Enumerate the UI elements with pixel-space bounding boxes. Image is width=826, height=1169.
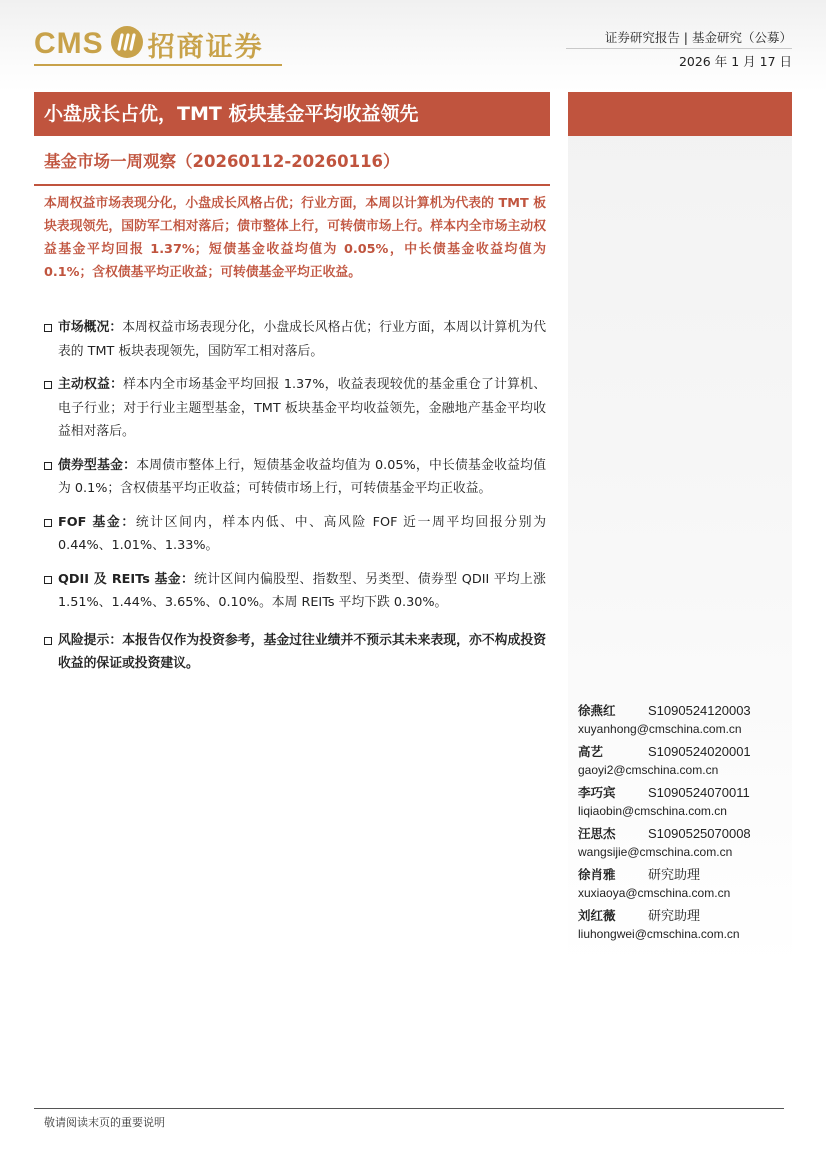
bullet-bond-funds [44,454,546,501]
author-email[interactable]: xuyanhong@cmschina.com.cn [578,722,742,736]
logo-underline [34,64,282,66]
report-title: 小盘成长占优，TMT 板块基金平均收益领先 [34,92,550,136]
bullet-qdii-reits [44,568,546,615]
bullet-text: 样本内全市场基金平均回报 1.37%，收益表现较优的基金重仓了计算机、电子行业；对于行业主题型基金，TMT 板块基金平均收益领先，金融地产基金平均收益相对落后。 [58,377,546,439]
author-list [578,700,788,946]
author-name: 高艺 [578,744,604,759]
author-name: 李巧宾 [578,785,616,800]
report-subtitle: 基金市场一周观察（20260112-20260116） [44,152,400,171]
bullet-market-overview [44,316,546,363]
author-entry [578,864,788,903]
author-entry [578,905,788,944]
company-logo [34,22,264,66]
footer-divider [34,1108,784,1109]
author-email[interactable]: liuhongwei@cmschina.com.cn [578,927,740,941]
risk-text: 本报告仅作为投资参考，基金过往业绩并不预示其未来表现，亦不构成投资收益的保证或投资建议。 [58,632,547,671]
author-license: S1090525070008 [648,826,751,841]
author-entry [578,741,788,780]
author-license: S1090524020001 [648,744,751,759]
author-name: 汪思杰 [578,826,616,841]
author-name: 徐肖雅 [578,867,616,882]
checkbox-square-icon [44,462,52,470]
report-date: 2026 年 1 月 17 日 [678,54,792,69]
bullet-risk-warning [44,629,546,676]
checkbox-square-icon [44,324,52,332]
checkbox-square-icon [44,576,52,584]
bullet-text: 统计区间内偏股型、指数型、另类型、债券型 QDII 平均上涨 1.51%、1.44%、3.65%、0.10%。本周 REITs 平均下跌 0.30%。 [58,571,546,610]
bullet-label: 债券型基金： [58,457,137,473]
author-role: 研究助理 [648,908,701,923]
bullet-label: 市场概况： [58,320,123,335]
author-entry [578,823,788,862]
key-points [44,316,546,686]
bullet-fof-funds [44,511,546,558]
footer-note: 敬请阅读末页的重要说明 [44,1116,165,1129]
risk-label: 风险提示： [58,632,123,648]
author-name: 徐燕红 [578,703,616,718]
author-entry [578,700,788,739]
checkbox-square-icon [44,637,52,645]
logo-chinese: 招商证券 [147,31,264,63]
logo-latin: CMS [34,27,104,60]
bullet-label: QDII 及 REITs 基金： [58,571,195,587]
author-name: 刘红薇 [578,908,616,923]
author-license: S1090524070011 [648,785,750,800]
bullet-label: 主动权益： [58,377,124,392]
author-email[interactable]: wangsijie@cmschina.com.cn [578,845,733,859]
author-email[interactable]: liqiaobin@cmschina.com.cn [578,804,727,818]
author-license: S1090524120003 [648,703,751,718]
report-type: 证券研究报告 | 基金研究（公募） [604,30,792,45]
bullet-text: 本周权益市场表现分化，小盘成长风格占优；行业方面，本周以计算机为代表的 TMT 板块表现领先，国防军工相对落后。 [58,320,547,359]
author-entry [578,782,788,821]
sidebar-header-bar [568,92,792,136]
bullet-label: FOF 基金： [58,514,136,530]
checkbox-square-icon [44,519,52,527]
author-email[interactable]: gaoyi2@cmschina.com.cn [578,763,719,777]
author-email[interactable]: xuxiaoya@cmschina.com.cn [578,886,731,900]
bullet-text: 统计区间内，样本内低、中、高风险 FOF 近一周平均回报分别为 0.44%、1.01%、1.33%。 [58,514,546,553]
summary-paragraph: 本周权益市场表现分化，小盘成长风格占优；行业方面，本周以计算机为代表的 TMT 板块表现领先，国防军工相对落后；债市整体上行，可转债市场上行。样本内全市场主动权益基金平均回报 1.37%；短债基金收益均值为 0.05%，中长债基金收益均值为 0.1%；含权债基平均正收益；可转债基金平均正收益。 [44,196,546,280]
author-role: 研究助理 [648,867,701,882]
subtitle-divider [34,184,550,186]
checkbox-square-icon [44,381,52,389]
header-meta [605,26,792,74]
bullet-text: 本周债市整体上行，短债基金收益均值为 0.05%，中长债基金收益均值为 0.1%；含权债基平均正收益；可转债市场上行，可转债基金平均正收益。 [58,457,546,496]
bullet-active-equity [44,373,546,444]
header-divider [566,48,792,49]
logo-mark-icon [110,25,144,63]
